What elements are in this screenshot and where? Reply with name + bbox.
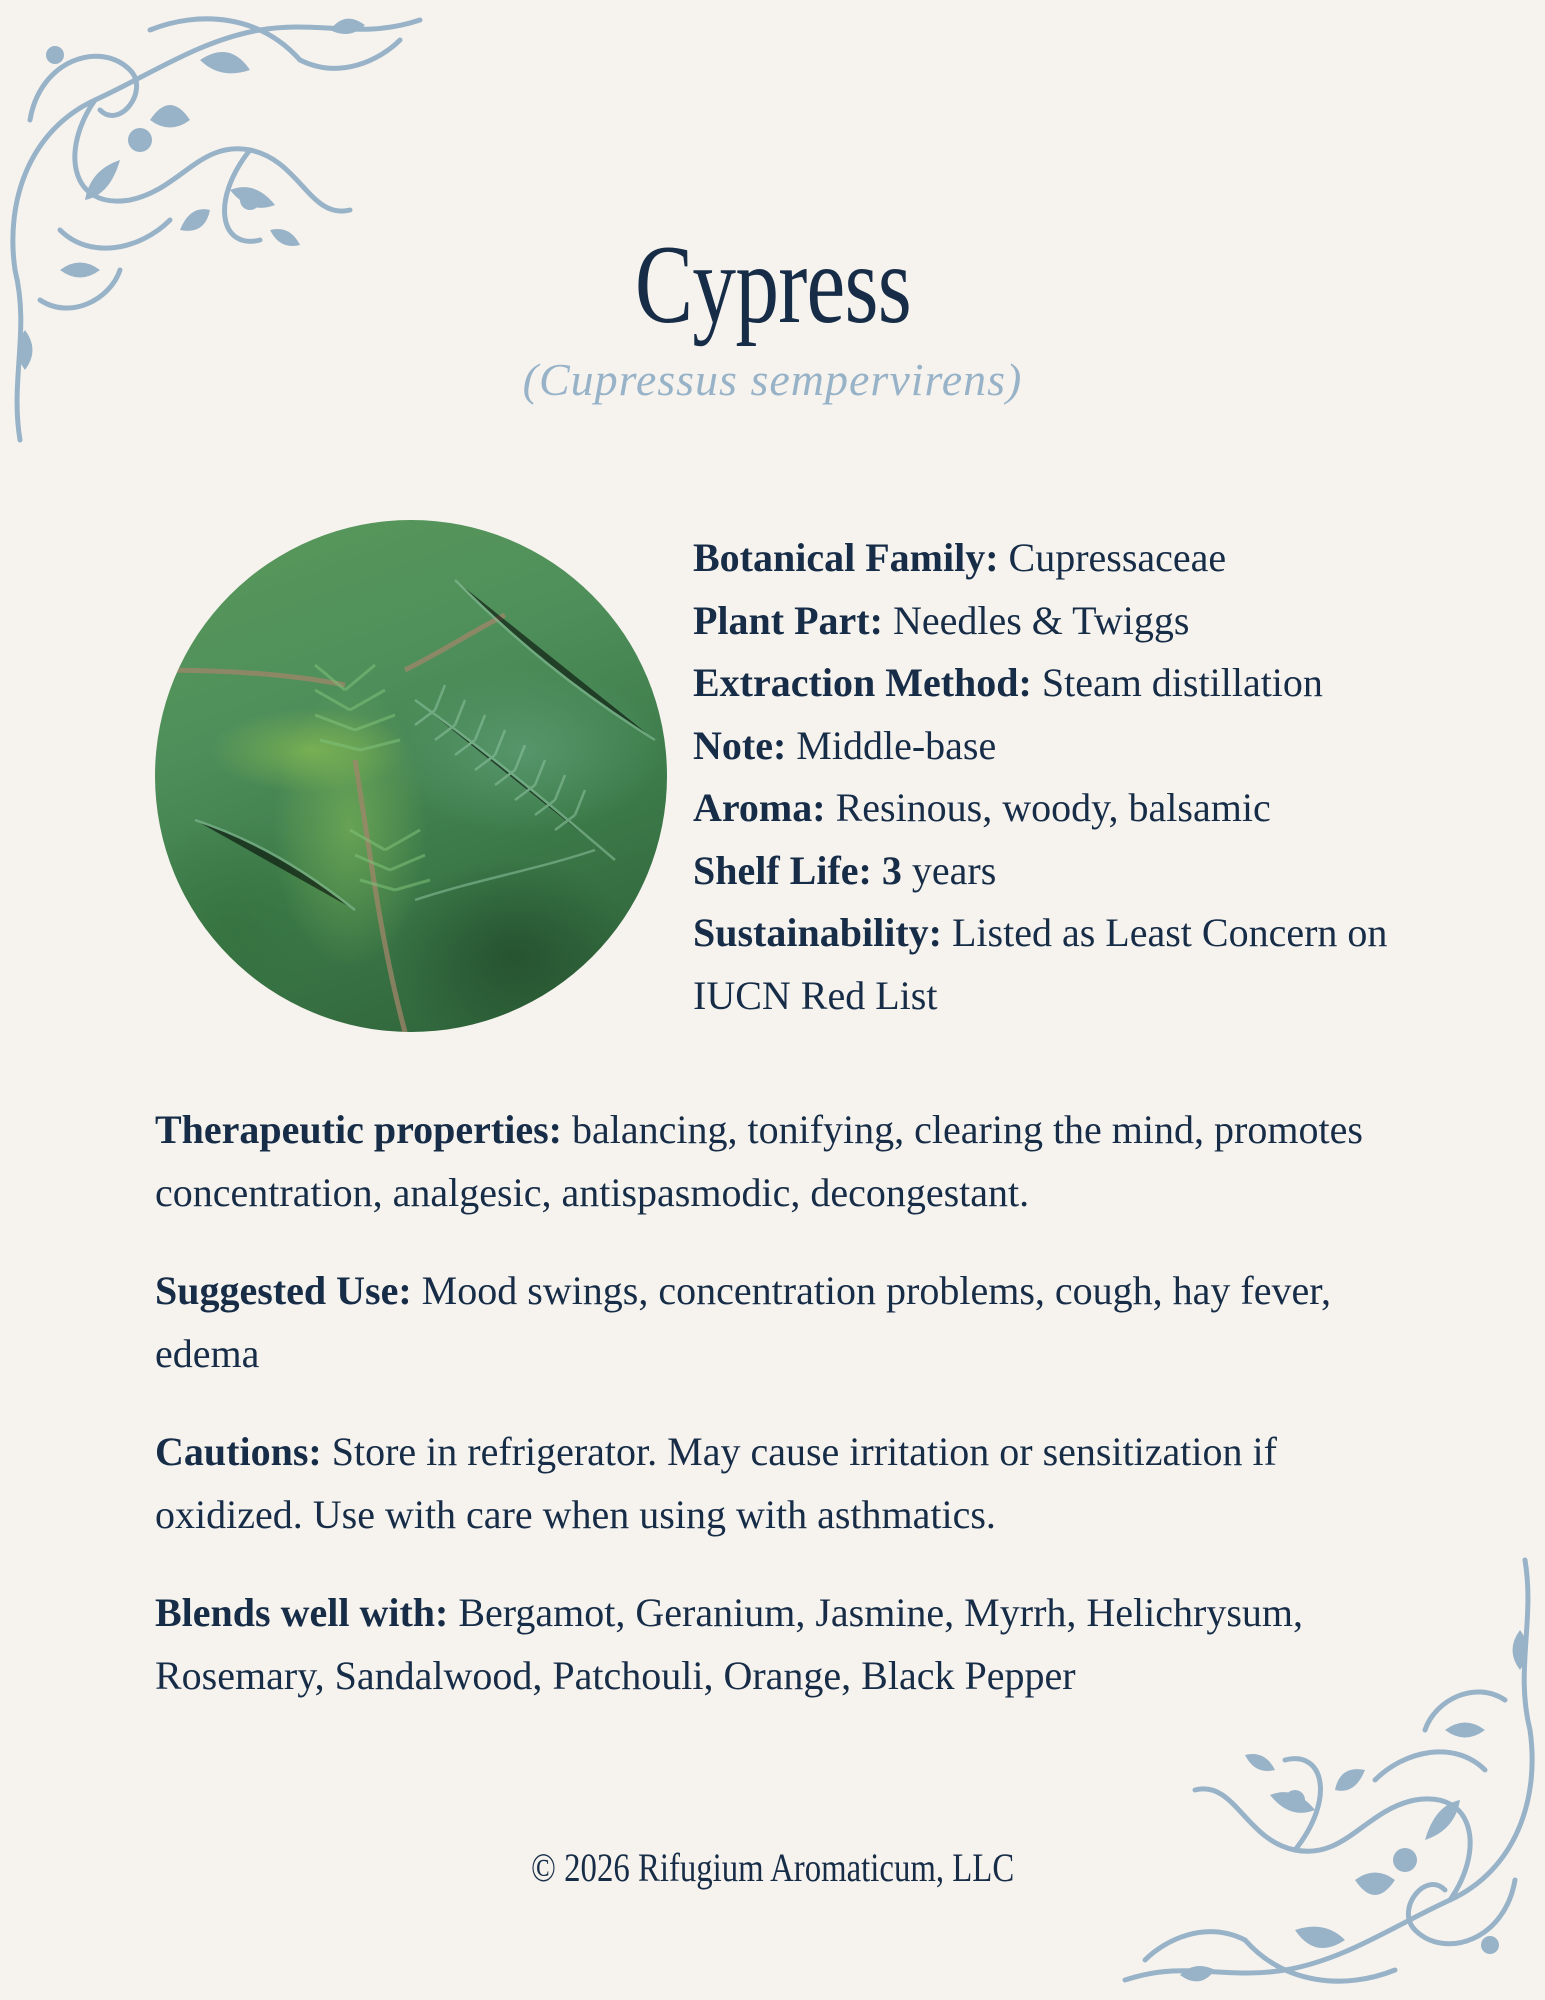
property-value: Cupressaceae [1008, 535, 1227, 580]
property-label: Plant Part: [693, 597, 883, 643]
property-shelf-life [693, 840, 1413, 903]
section-suggested-use [155, 1260, 1405, 1385]
property-label: Extraction Method: [693, 660, 1032, 705]
botanical-name: (Cupressus sempervirens) [522, 354, 1023, 405]
property-label: Note: [693, 722, 787, 768]
property-botanical-family [693, 527, 1413, 590]
section-label: Therapeutic properties: [155, 1107, 562, 1152]
property-label: Botanical Family: [693, 535, 999, 580]
property-value: Steam distillation [1041, 660, 1323, 705]
section-text: Mood swings, concentration problems, cough, hay fever, edema [155, 1268, 1331, 1376]
property-value: Listed as Least Concern on IUCN Red List [693, 910, 1388, 1018]
property-label: Shelf Life: [693, 847, 872, 893]
copyright-text: © 2026 Rifugium Aromaticum, LLC [530, 1845, 1015, 1890]
copyright-footer [0, 1840, 1545, 1896]
property-value: Middle-base [796, 722, 997, 768]
section-therapeutic-properties [155, 1099, 1405, 1224]
property-label: Sustainability: [693, 910, 942, 955]
section-label: Blends well with: [155, 1590, 449, 1635]
property-plant-part [693, 590, 1413, 653]
section-label: Cautions: [155, 1429, 322, 1474]
property-value: years [911, 847, 997, 893]
property-value: Resinous, woody, balsamic [835, 785, 1271, 830]
properties-list [693, 527, 1413, 1027]
property-value: Needles & Twiggs [892, 597, 1190, 643]
section-cautions [155, 1421, 1405, 1546]
property-sustainability [693, 902, 1413, 1027]
details-body [155, 1099, 1405, 1743]
section-blends-well-with [155, 1582, 1405, 1707]
section-label: Suggested Use: [155, 1268, 412, 1313]
title-text: Cypress [634, 223, 911, 347]
property-value-number: 3 [881, 847, 902, 893]
section-text: Store in refrigerator. May cause irritation or sensitization if oxidized. Use with care when using with asthmatics. [155, 1429, 1277, 1537]
property-aroma [693, 777, 1413, 840]
property-note [693, 715, 1413, 778]
page-title [0, 225, 1545, 345]
section-text: Bergamot, Geranium, Jasmine, Myrrh, Helichrysum, Rosemary, Sandalwood, Patchouli, Orange, Black Pepper [155, 1590, 1304, 1698]
cypress-photo [155, 520, 667, 1032]
section-text: balancing, tonifying, clearing the mind, promotes concentration, analgesic, antispasmodic, decongestant. [155, 1107, 1363, 1215]
property-extraction-method [693, 652, 1413, 715]
property-label: Aroma: [693, 785, 826, 830]
